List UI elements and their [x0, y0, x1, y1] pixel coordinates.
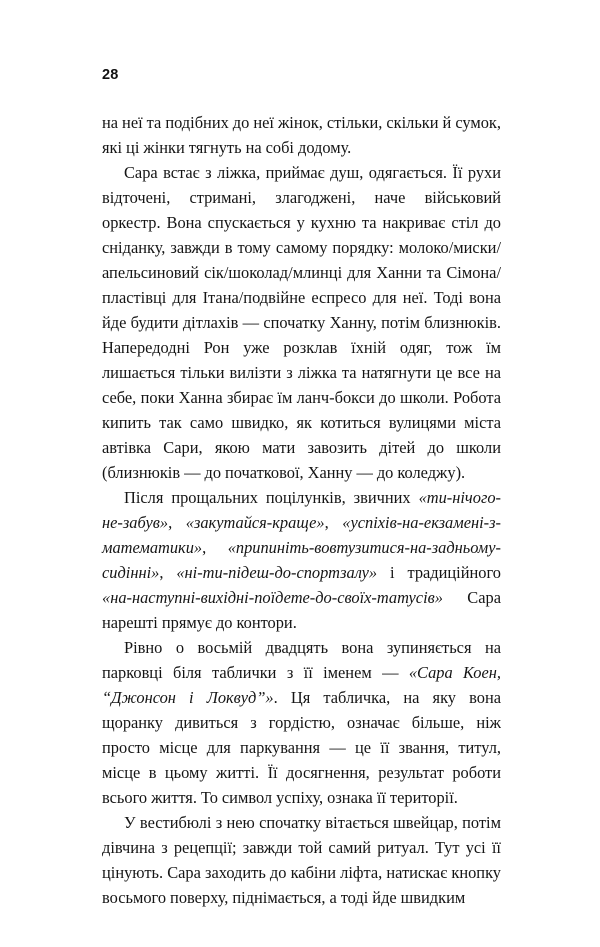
farewell-quote-2: «закутайся-краще»	[185, 513, 325, 532]
farewell-quote-5: «ні-ти-підеш-до-спортзалу»	[176, 563, 378, 582]
paragraph-sara-routine: Сара встає з ліжка, приймає душ, одягається. Її рухи відточені, стримані, злагоджені, наче військовий оркестр. Вона спускається у кухню та накриває стіл до сніданку, завжди в тому самому порядку: молоко/миски/апельсиновий сік/шоколад/млинці для Ханни та Сімона/пластівці для Ітана/подвійне еспресо для неї. Тоді вона йде будити дітлахів — спочатку Ханну, потім близнюків. Напередодні Рон уже розклав їхній одяг, тож їм лишається тільки вилізти з ліжка та натягнути це все на себе, поки Ханна збирає їм ланч-бокси до школи. Робота кипить так само швидко, як котиться вулицями міста автівка Сари, якою мати завозить дітей до школи (близнюків — до початкової, Ханну — до коледжу).	[102, 163, 501, 482]
farewell-tail: Сара нарешті прямує до контори.	[102, 588, 501, 632]
farewell-sep-4: ,	[159, 563, 177, 582]
farewell-quote-4: «припиніть-вовтузитися-на-задньому-сидінні»	[102, 538, 501, 582]
text-block	[102, 110, 501, 910]
farewell-quote-3: «успіхів-на-екзамені-з-математики»	[102, 513, 501, 557]
farewell-sep-2: ,	[324, 513, 343, 532]
page-number: 28	[102, 67, 119, 83]
farewell-lead: Після прощальних поцілунків, звичних	[124, 488, 419, 507]
paragraph-continued: на неї та подібних до неї жінок, стільки, скільки й сумок, які ці жінки тягнуть на собі додому.	[102, 113, 501, 157]
paragraph-farewell-phrases	[102, 485, 501, 635]
paragraph-lobby: У вестибюлі з нею спочатку вітається швейцар, потім дівчина з рецепції; завжди той самий ритуал. Тут усі її цінують. Сара заходить до кабіни ліфта, натискає кнопку восьмого поверху, піднімається, а тоді йде швидким	[102, 813, 501, 907]
paragraph-parking-sign	[102, 635, 501, 810]
farewell-sep-1: ,	[168, 513, 186, 532]
farewell-final-quote: «на-наступні-вихідні-поїдете-до-своїх-татусів»	[102, 588, 443, 607]
farewell-sep-3: ,	[202, 538, 228, 557]
parking-lead: Рівно о восьмій двадцять вона зупиняється на парковці біля таблички з її іменем —	[102, 638, 501, 682]
parking-tail: . Ця табличка, на яку вона щоранку дивиться з гордістю, означає більше, ніж просто місце для паркування — це її звання, титул, місце в цьому житті. Її досягнення, результат роботи всього життя. То символ успіху, ознака її території.	[102, 688, 502, 807]
farewell-quote-1: «ти-нічого-не-забув»	[102, 488, 501, 532]
farewell-middle: і традиційного	[377, 563, 501, 582]
parking-sign-quote: «Сара Коен, “Джонсон і Локвуд”»	[102, 663, 501, 707]
